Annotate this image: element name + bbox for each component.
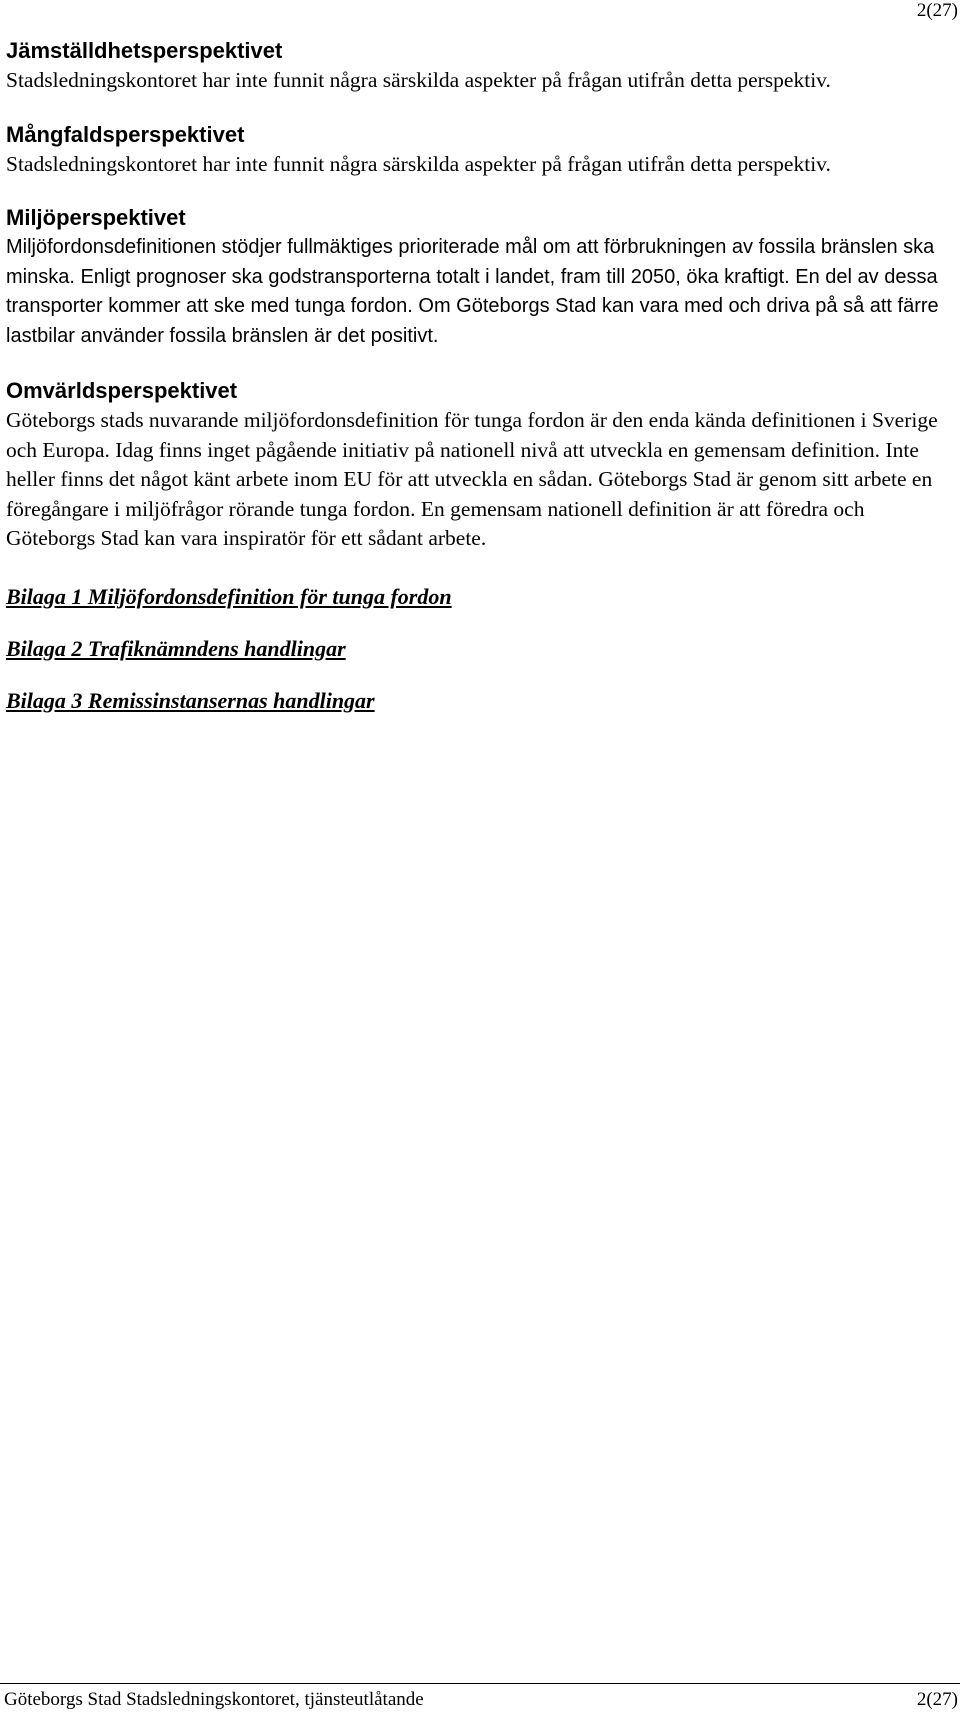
attachment-link[interactable]: Bilaga 1 Miljöfordonsdefinition för tunga fordon bbox=[6, 583, 452, 609]
footer-page-number: 2(27) bbox=[916, 1689, 958, 1710]
page-number: 2(27) bbox=[916, 0, 958, 21]
section-heading: Miljöperspektivet bbox=[6, 205, 186, 230]
section-heading: Mångfaldsperspektivet bbox=[6, 121, 245, 147]
section-mangfaldsperspektivet bbox=[6, 120, 951, 180]
section-text: Stadsledningskontoret har inte funnit några särskilda aspekter på frågan utifrån detta perspektiv. bbox=[6, 151, 831, 176]
section-text: Stadsledningskontoret har inte funnit några särskilda aspekter på frågan utifrån detta perspektiv. bbox=[6, 68, 831, 92]
attachment-link[interactable]: Bilaga 2 Trafiknämndens handlingar bbox=[6, 635, 346, 661]
attachments-list bbox=[6, 582, 951, 716]
section-jamstalldhetsperspektivet bbox=[6, 36, 951, 96]
section-miljoperspektivet bbox=[6, 203, 951, 351]
section-text: Miljöfordonsdefinitionen stödjer fullmäktiges prioriterade mål om att förbrukningen av fossila bränslen ska minska. Enligt prognoser ska godstransporterna totalt i landet, fram till 2050, öka kraftigt. En del av dessa transporter kommer att ske med tunga fordon. Om Göteborgs Stad kan vara med och driva på så att färre lastbilar använder fossila bränslen är det positivt. bbox=[6, 236, 939, 347]
section-heading: Omvärldsperspektivet bbox=[6, 378, 238, 403]
footer-divider bbox=[0, 1683, 960, 1684]
section-text: Göteborgs stads nuvarande miljöfordonsdefinition för tunga fordon är den enda kända definitionen i Sverige och Europa. Idag finns inget pågående initiativ på nationell nivå att utveckla en gemensam definition. Inte heller finns det något känt arbete inom EU för att utveckla en sådan. Göteborgs Stad är genom sitt arbete en föregångare i miljöfrågor rörande tunga fordon. En gemensam nationell definition är att föredra och Göteborgs Stad kan vara inspiratör för ett sådant arbete. bbox=[6, 408, 938, 550]
attachment-link[interactable]: Bilaga 3 Remissinstansernas handlingar bbox=[6, 687, 375, 713]
document-body bbox=[6, 36, 951, 738]
section-omvarldsperspektivet bbox=[6, 376, 951, 554]
section-heading: Jämställdhetsperspektivet bbox=[6, 38, 283, 63]
footer-document-info: Göteborgs Stad Stadsledningskontoret, tjänsteutlåtande bbox=[4, 1689, 424, 1710]
